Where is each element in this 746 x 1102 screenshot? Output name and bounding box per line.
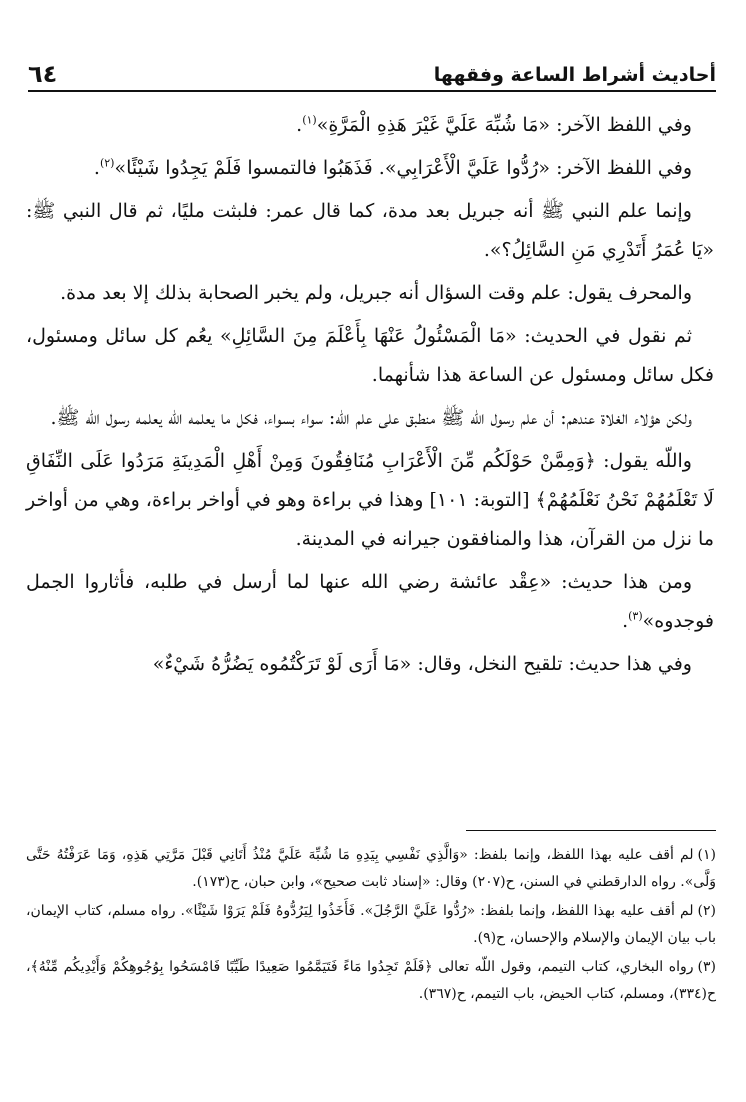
running-title: أحاديث أشراط الساعة وفقهها xyxy=(433,64,716,86)
paragraph xyxy=(26,149,714,188)
footnote-mark: (٢) xyxy=(697,903,716,919)
footnote-mark: (١) xyxy=(697,847,716,863)
footnote-text: لم أقف عليه بهذا اللفظ، وإنما بلفظ: «وَالَّذِي نَفْسِي بِيَدِهِ مَا شُبِّهَ عَلَيَّ مُنْذُ أَتَانِي قَبْلَ مَرَّتِي هَذِهِ، وَمَا عَرَفْتُهُ حَتَّى وَلَّى». رواه الدارقطني في السنن، ح(٢٠٧) وقال: «إسناد ثابت صحيح»، وابن حبان، ح(١٧٣). xyxy=(26,847,716,890)
paragraph-text: ولكن هؤلاء الغلاة عندهم: أن علم رسول اللّه ﷺ منطبق على علم اللّه: سواء بسواء، فكل ما يعلمه اللّه يعلمه رسول اللّه ﷺ. xyxy=(50,407,692,429)
paragraph xyxy=(26,442,714,559)
running-header xyxy=(28,52,716,92)
footnote-ref: (١) xyxy=(302,113,317,127)
paragraph xyxy=(26,192,714,270)
paragraph xyxy=(26,274,714,313)
paragraph-text: ومن هذا حديث: «عِقْد عائشة رضي الله عنها لما أرسل في طلبه، فأثاروا الجمل فوجدوه» xyxy=(26,571,714,632)
paragraph-text: وفي اللفظ الآخر: «رُدُّوا عَلَيَّ الْأَعْرَابِي». فَذَهَبُوا فالتمسوا فَلَمْ يَجِدُوا شَيْئًا» xyxy=(114,157,692,179)
footnote-ref: (٢) xyxy=(99,156,115,170)
paragraph-text: وفي اللفظ الآخر: «مَا شُبِّهَ عَلَيَّ غَيْرَ هَذِهِ الْمَرَّةِ» xyxy=(316,114,692,136)
page-number: ٦٤ xyxy=(28,60,58,88)
paragraph-tail: . xyxy=(93,157,100,179)
main-text xyxy=(26,106,714,688)
paragraph xyxy=(26,106,714,145)
paragraph-tail: . xyxy=(296,114,303,136)
footnote xyxy=(26,898,716,952)
footnote-text: لم أقف عليه بهذا اللفظ، وإنما بلفظ: «رُدُّوا عَلَيَّ الرَّجُلَ». فَأَخَذُوا لِيَرُدُّوهُ فَلَمْ يَرَوْا شَيْئًا». رواه مسلم، كتاب الإيمان، باب بيان الإيمان والإسلام والإحسان، ح(٩). xyxy=(26,903,716,946)
paragraph-tail: . xyxy=(622,610,629,632)
paragraph-text: وفي هذا حديث: تلقيح النخل، وقال: «مَا أَرَى لَوْ تَرَكْتُمُوه يَضُرُّهُ شَيْءٌ» xyxy=(152,653,692,675)
paragraph xyxy=(26,645,714,684)
paragraph-text: ثم نقول في الحديث: «مَا الْمَسْئُولُ عَنْهَا بِأَعْلَمَ مِنَ السَّائِلِ» يعُم كل سائل ومسئول، فكل سائل ومسئول عن الساعة هذا شأنهما. xyxy=(26,325,714,386)
footnote-separator xyxy=(466,830,716,831)
footnote-text: رواه البخاري، كتاب التيمم، وقول اللّه تعالى ﴿فَلَمْ تَجِدُوا مَاءً فَتَيَمَّمُوا صَعِيدًا طَيِّبًا فَامْسَحُوا بِوُجُوهِكُمْ وَأَيْدِيكُم مِّنْهُ﴾، ح(٣٣٤)، ومسلم، كتاب الحيض، باب التيمم، ح(٣٦٧). xyxy=(26,959,716,1002)
paragraph-text: وإنما علم النبي ﷺ أنه جبريل بعد مدة، كما قال عمر: فلبثت مليًا، ثم قال النبي ﷺ: «يَا عُمَرُ أَتَدْرِي مَنِ السَّائِلُ؟». xyxy=(26,200,714,261)
paragraph xyxy=(26,317,714,395)
footnote xyxy=(26,842,716,896)
footnote-mark: (٣) xyxy=(697,959,716,975)
footnotes xyxy=(26,842,716,1010)
paragraph-text: والمحرف يقول: علم وقت السؤال أنه جبريل، ولم يخبر الصحابة بذلك إلا بعد مدة. xyxy=(60,282,692,304)
footnote-ref: (٣) xyxy=(628,609,643,623)
paragraph xyxy=(26,563,714,641)
paragraph xyxy=(26,399,714,438)
paragraph-text: واللّه يقول: ﴿وَمِمَّنْ حَوْلَكُم مِّنَ الْأَعْرَابِ مُنَافِقُونَ وَمِنْ أَهْلِ الْمَدِينَةِ مَرَدُوا عَلَى النِّفَاقِ لَا تَعْلَمُهُمْ نَحْنُ نَعْلَمُهُمْ﴾ [التوبة: ١٠١] وهذا في براءة وهو في أواخر براءة، وهي من أواخر ما نزل من القرآن، هذا والمنافقون جيرانه في المدينة. xyxy=(26,450,714,550)
footnote xyxy=(26,954,716,1008)
